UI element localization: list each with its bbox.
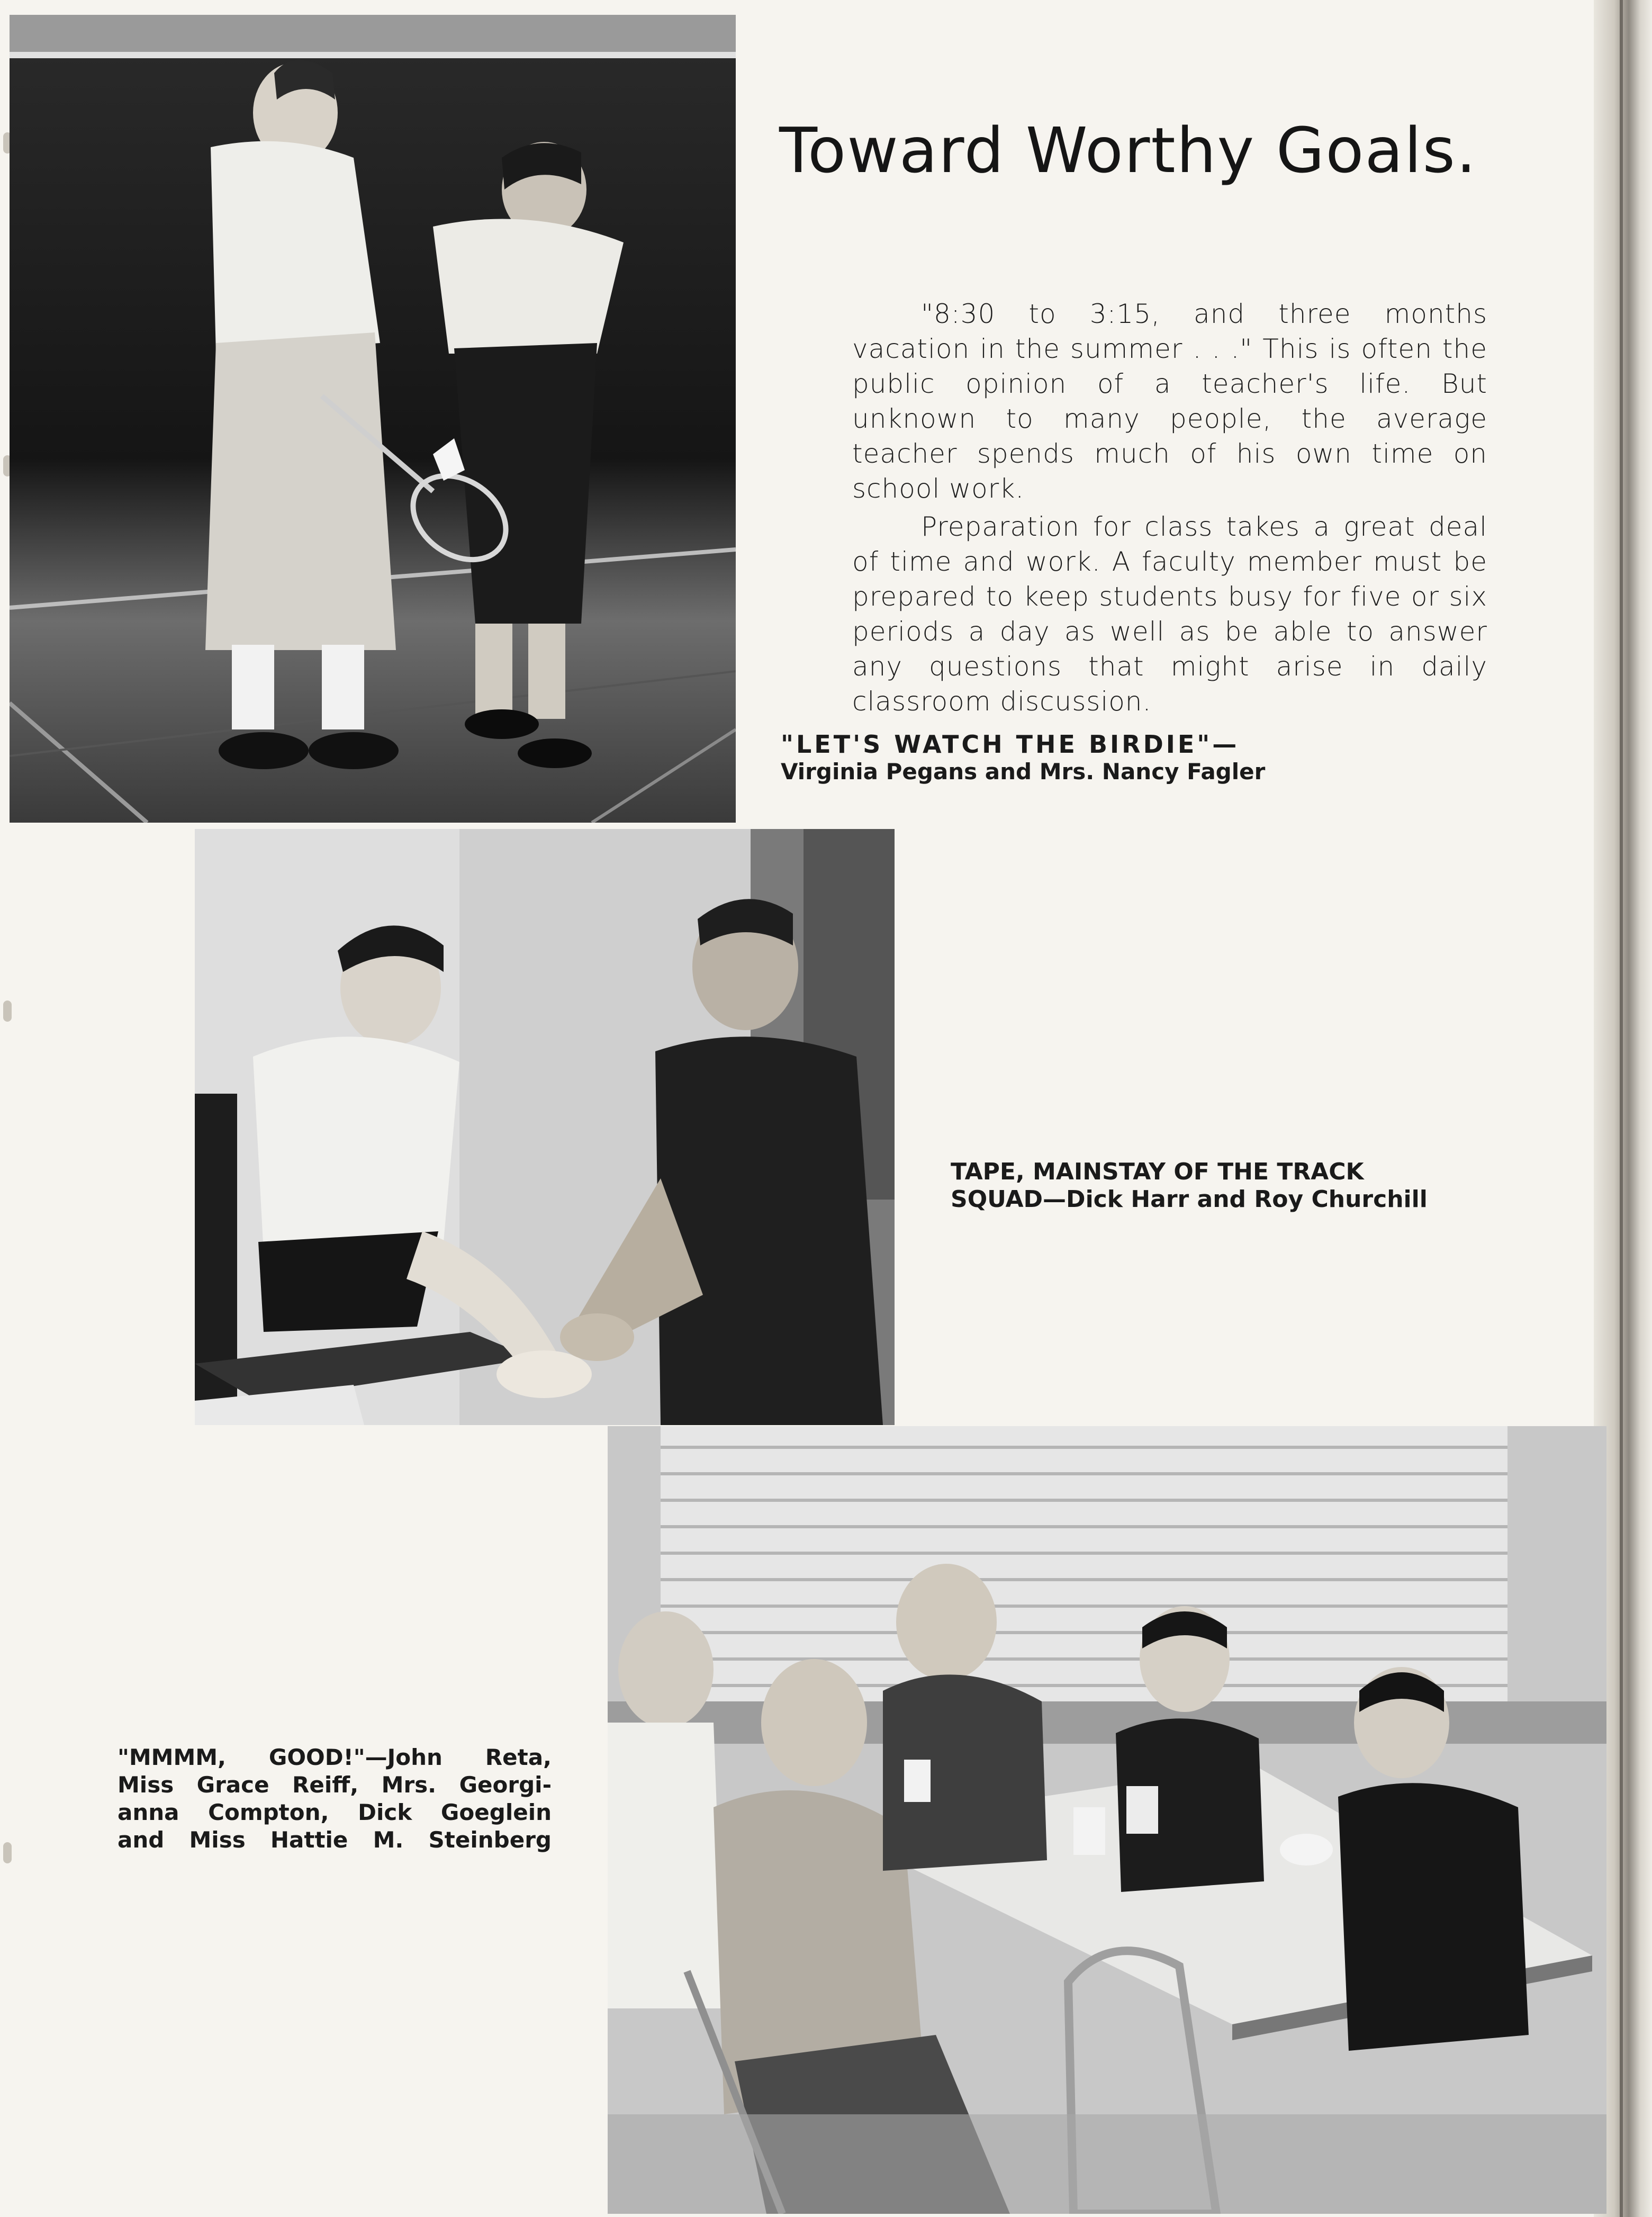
- caption-taping-line: TAPE, MAINSTAY OF THE TRACK: [951, 1158, 1364, 1185]
- photo-badminton: [10, 15, 736, 823]
- photo-lunch-table-image: [608, 1426, 1606, 2214]
- caption-lunch-line: and Miss Hattie M. Steinberg: [118, 1827, 552, 1853]
- caption-badminton: [781, 731, 1363, 786]
- article-paragraph: "8:30 to 3:15, and three months vacation in the summer . . ." This is often the public opinion of a teacher's life. But unknown to many people, the average teacher spends much of his own time on school work.: [852, 299, 1487, 504]
- caption-lunch: [118, 1744, 552, 1854]
- punch-hole: [3, 1842, 12, 1863]
- caption-taping: [951, 1158, 1533, 1213]
- caption-badminton-names: Virginia Pegans and Mrs. Nancy Fagler: [781, 759, 1266, 785]
- photo-taping-image: [195, 829, 895, 1425]
- caption-lunch-line: "MMMM, GOOD!"—John Reta,: [118, 1744, 552, 1770]
- article-paragraph: Preparation for class takes a great deal of time and work. A faculty member must be prepared to keep students busy for five or six periods a day as well as be able to answer any questions that might arise in daily classroom discussion.: [852, 511, 1487, 717]
- photo-taping: [195, 829, 895, 1425]
- punch-hole: [3, 1001, 12, 1022]
- article-body: [852, 296, 1487, 719]
- photo-lunch-table: [608, 1426, 1606, 2214]
- page-title: Toward Worthy Goals.: [779, 114, 1477, 187]
- photo-badminton-image: [10, 15, 736, 823]
- binding-line: [1620, 0, 1623, 2217]
- caption-lunch-line: anna Compton, Dick Goeglein: [118, 1799, 552, 1825]
- caption-lunch-line: Miss Grace Reiff, Mrs. Georgi-: [118, 1772, 552, 1798]
- caption-badminton-lead: "LET'S WATCH THE BIRDIE"—: [781, 730, 1240, 759]
- caption-taping-line: SQUAD—Dick Harr and Roy Churchill: [951, 1186, 1428, 1213]
